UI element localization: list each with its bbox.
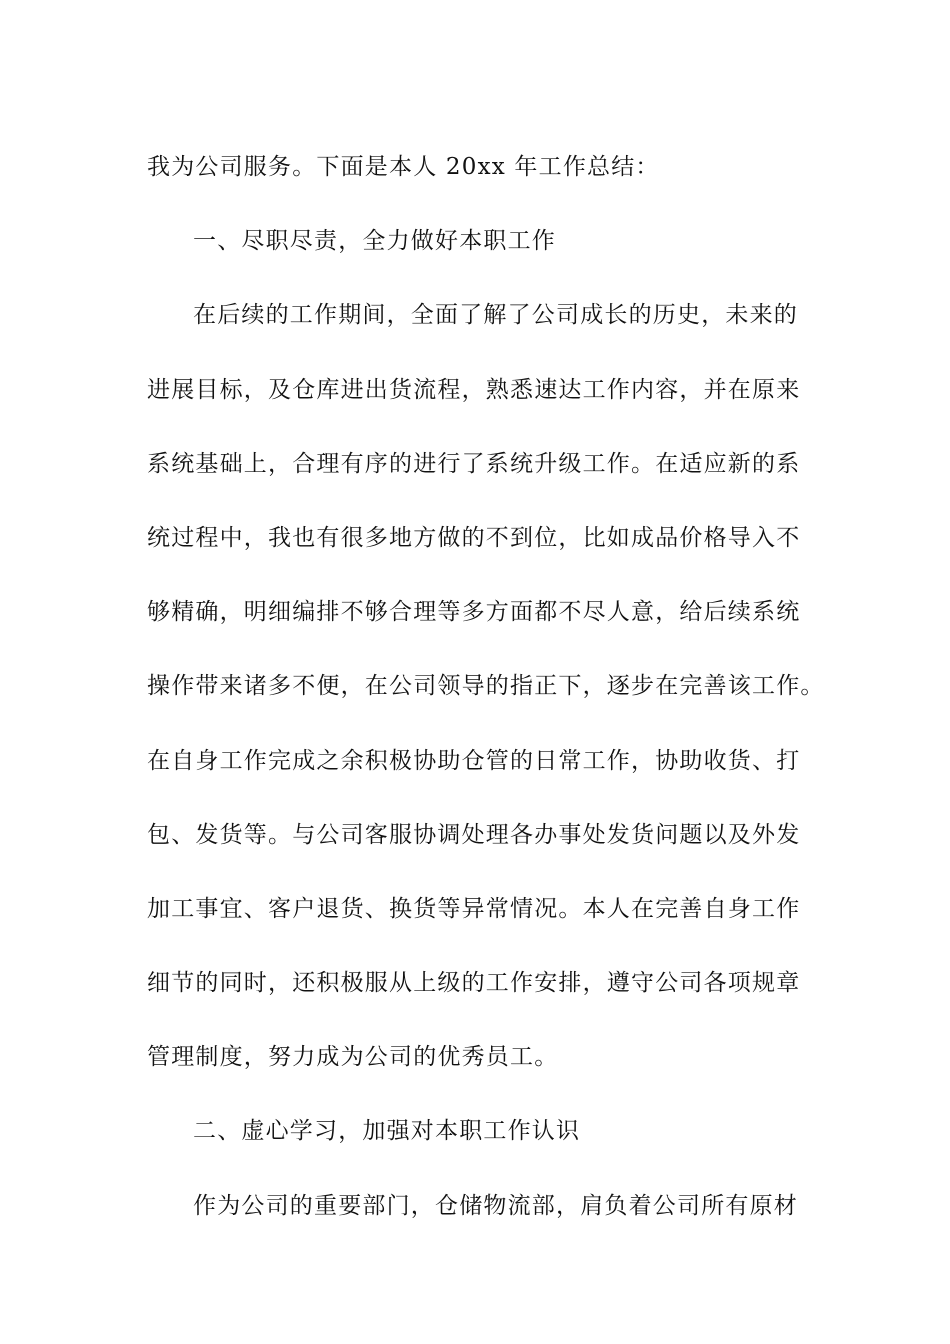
section-heading: 二、虚心学习，加强对本职工作认识	[193, 1118, 581, 1145]
paragraph-line: 统过程中，我也有很多地方做的不到位，比如成品价格导入不	[147, 524, 801, 551]
paragraph-line: 包、发货等。与公司客服协调处理各办事处发货问题以及外发	[147, 821, 801, 848]
document-body	[147, 130, 825, 1243]
paragraph-line: 进展目标，及仓库进出货流程，熟悉速达工作内容，并在原来	[147, 376, 801, 403]
paragraph-line: 细节的同时，还积极服从上级的工作安排，遵守公司各项规章	[147, 970, 801, 997]
paragraph-line: 在自身工作完成之余积极协助仓管的日常工作，协助收货、打	[147, 747, 801, 774]
paragraph-line: 够精确，明细编排不够合理等多方面都不尽人意，给后续系统	[147, 599, 801, 626]
paragraph-line: 加工事宜、客户退货、换货等异常情况。本人在完善自身工作	[147, 895, 801, 922]
section-heading: 一、尽职尽责，全力做好本职工作	[193, 228, 556, 255]
paragraph-line: 在后续的工作期间，全面了解了公司成长的历史，未来的	[193, 302, 798, 329]
paragraph-line: 管理制度，努力成为公司的优秀员工。	[147, 1044, 559, 1071]
paragraph-line: 作为公司的重要部门，仓储物流部，肩负着公司所有原材	[193, 1192, 798, 1219]
paragraph-line: 我为公司服务。下面是本人 20xx 年工作总结：	[147, 154, 660, 180]
paragraph-line: 操作带来诸多不便，在公司领导的指正下，逐步在完善该工作。	[147, 673, 825, 700]
paragraph-line: 系统基础上，合理有序的进行了系统升级工作。在适应新的系	[147, 450, 801, 477]
